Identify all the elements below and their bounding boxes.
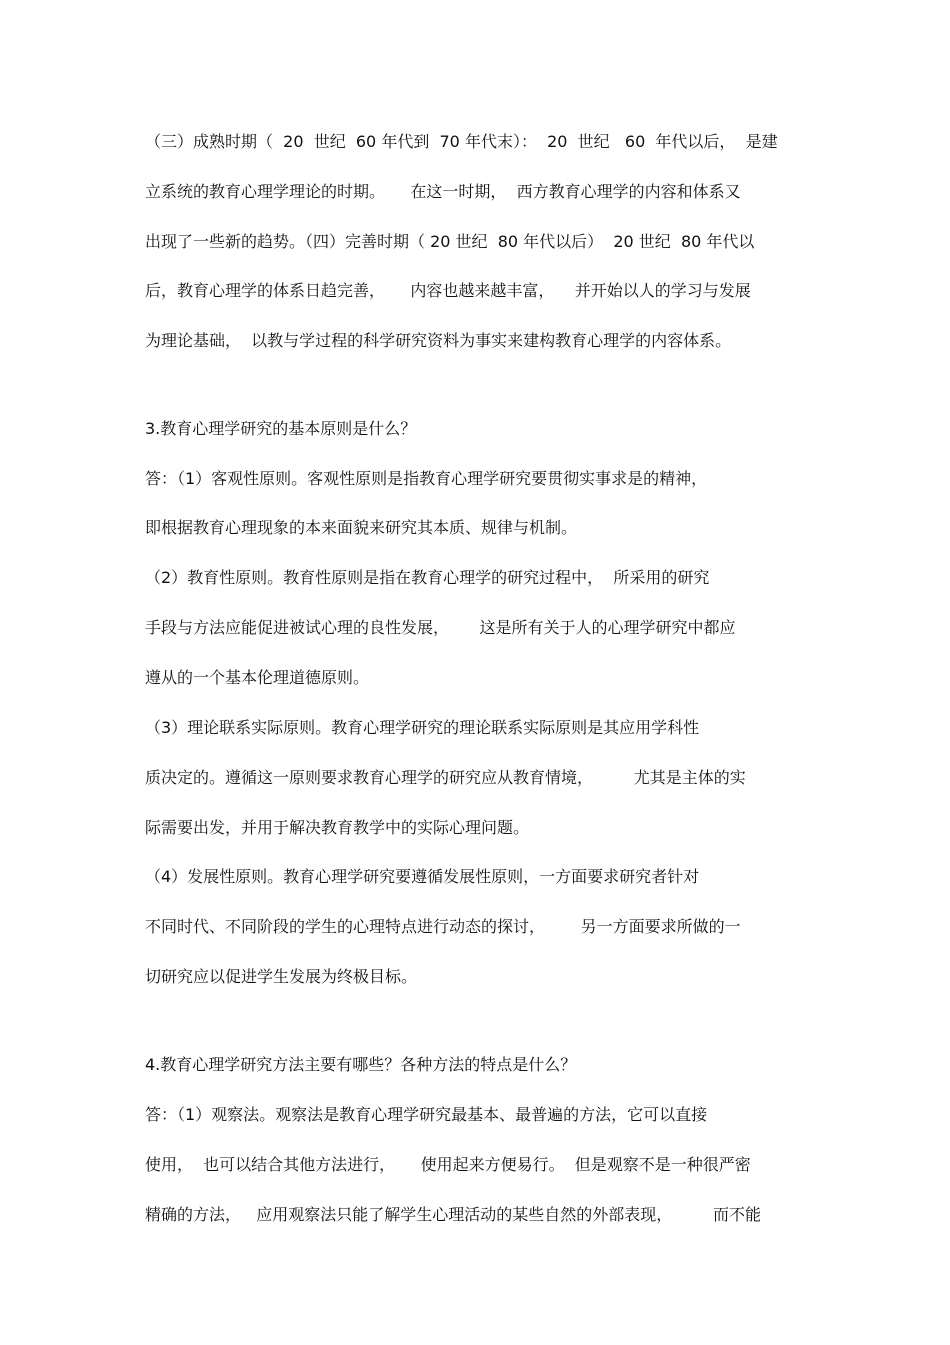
period-3-line-1: （三）成熟时期（ 20 世纪 60 年代到 70 年代末）： 20 世纪 60 年代以后， 是建 (145, 132, 778, 151)
question-3-line-8: 际需要出发，并用于解决教育教学中的实际心理问题。 (145, 818, 530, 837)
question-3-line-5: 遵从的一个基本伦理道德原则。 (145, 668, 370, 687)
question-4-line-3: 精确的方法， 应用观察法只能了解学生心理活动的某些自然的外部表现， 而不能 (145, 1205, 761, 1224)
question-4-line-2: 使用， 也可以结合其他方法进行， 使用起来方便易行。 但是观察不是一种很严密 (145, 1155, 751, 1174)
question-4-title: 4.教育心理学研究方法主要有哪些？各种方法的特点是什么？ (145, 1055, 577, 1074)
question-3-line-3: （2）教育性原则。教育性原则是指在教育心理学的研究过程中， 所采用的研究 (145, 568, 710, 587)
period-3-line-4: 后，教育心理学的体系日趋完善， 内容也越来越丰富， 并开始以人的学习与发展 (145, 281, 751, 300)
question-3-line-7: 质决定的。遵循这一原则要求教育心理学的研究应从教育情境， 尤其是主体的实 (145, 768, 746, 787)
period-3-line-2: 立系统的教育心理学理论的时期。 在这一时期， 西方教育心理学的内容和体系又 (145, 182, 741, 201)
period-3-line-3: 出现了一些新的趋势。（四）完善时期（ 20 世纪 80 年代以后） 20 世纪 80 年代以 (145, 232, 755, 251)
question-3-line-6: （3）理论联系实际原则。教育心理学研究的理论联系实际原则是其应用学科性 (145, 718, 700, 737)
question-3-line-10: 不同时代、不同阶段的学生的心理特点进行动态的探讨， 另一方面要求所做的一 (145, 917, 741, 936)
question-3-line-11: 切研究应以促进学生发展为终极目标。 (145, 967, 418, 986)
question-3-line-4: 手段与方法应能促进被试心理的良性发展， 这是所有关于人的心理学研究中都应 (145, 618, 736, 637)
question-3-line-2: 即根据教育心理现象的本来面貌来研究其本质、规律与机制。 (145, 518, 578, 537)
question-3-line-9: （4）发展性原则。教育心理学研究要遵循发展性原则，一方面要求研究者针对 (145, 867, 700, 886)
period-3-line-5: 为理论基础， 以教与学过程的科学研究资料为事实来建构教育心理学的内容体系。 (145, 331, 732, 350)
question-3-title: 3.教育心理学研究的基本原则是什么？ (145, 419, 417, 438)
question-3-line-1: 答：（1）客观性原则。客观性原则是指教育心理学研究要贯彻实事求是的精神， (145, 469, 708, 488)
question-4-line-1: 答：（1）观察法。观察法是教育心理学研究最基本、最普遍的方法，它可以直接 (145, 1105, 708, 1124)
